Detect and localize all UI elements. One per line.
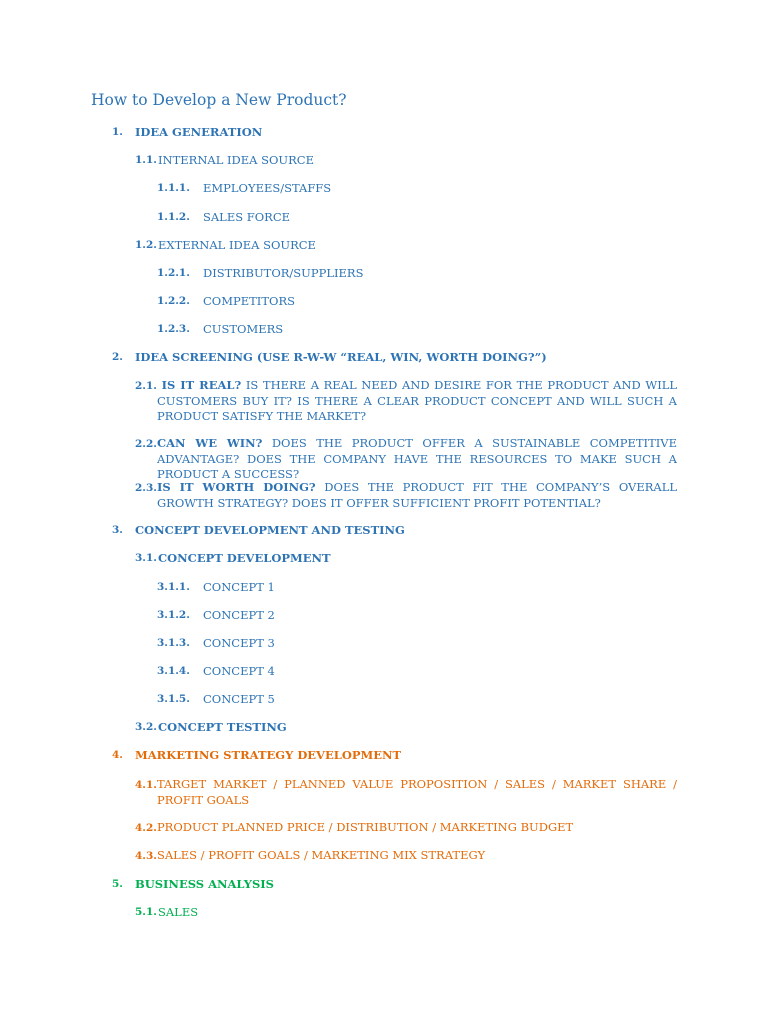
section-number: 4. [112, 749, 123, 761]
item-number: 3.1.3. [157, 637, 190, 649]
item-number: 1.2.3. [157, 323, 190, 335]
paragraph-number: 2.1. [135, 380, 157, 392]
paragraph-number: 2.2. [135, 438, 157, 450]
paragraph-lead: CAN WE WIN? [156, 436, 263, 450]
subsection-label: INTERNAL IDEA SOURCE [158, 153, 314, 167]
section-number: 3. [112, 524, 123, 536]
item-label: CONCEPT 4 [203, 664, 275, 678]
paragraph-number: 4.3. [135, 850, 157, 862]
item-label: CONCEPT 1 [203, 580, 275, 594]
item-number: 3.1.4. [157, 665, 190, 677]
section-number: 1. [112, 126, 123, 138]
item-label: EMPLOYEES/STAFFS [203, 181, 332, 195]
paragraph-4-2 [135, 820, 677, 836]
item-label: CONCEPT 2 [203, 608, 275, 622]
subsection-label: EXTERNAL IDEA SOURCE [158, 238, 316, 252]
subsection-label: CONCEPT DEVELOPMENT [158, 551, 331, 565]
item-number: 1.2.1. [157, 267, 190, 279]
section-label: IDEA SCREENING (USE R-W-W “REAL, WIN, WORTH DOING?”) [135, 350, 547, 364]
item-label: CUSTOMERS [203, 322, 284, 336]
paragraph-text: DOES THE PRODUCT OFFER A SUSTAINABLE COMPETITIVE ADVANTAGE? DOES THE COMPANY HAVE THE RESOURCES TO MAKE SUCH A PRODUCT A SUCCESS? [157, 436, 677, 481]
item-label: DISTRIBUTOR/SUPPLIERS [203, 266, 364, 280]
page-title: How to Develop a New Product? [91, 91, 347, 109]
item-number: 1.1.2. [157, 211, 190, 223]
item-number: 1.1.1. [157, 182, 190, 194]
item-number: 1.2.2. [157, 295, 190, 307]
paragraph-2-2 [135, 436, 677, 482]
subsection-number: 3.2. [135, 721, 157, 733]
section-number: 5. [112, 878, 123, 890]
subsection-label: CONCEPT TESTING [158, 720, 287, 734]
section-label: IDEA GENERATION [135, 125, 263, 139]
section-label: MARKETING STRATEGY DEVELOPMENT [135, 748, 402, 762]
paragraph-4-1 [135, 777, 677, 808]
item-number: 3.1.1. [157, 581, 190, 593]
section-label: CONCEPT DEVELOPMENT AND TESTING [135, 523, 405, 537]
item-label: COMPETITORS [203, 294, 295, 308]
item-number: 3.1.2. [157, 609, 190, 621]
paragraph-text: PRODUCT PLANNED PRICE / DISTRIBUTION / MARKETING BUDGET [156, 820, 574, 834]
paragraph-2-3 [135, 480, 677, 511]
section-number: 2. [112, 351, 123, 363]
paragraph-text: SALES / PROFIT GOALS / MARKETING MIX STRATEGY [156, 848, 486, 862]
subsection-number: 1.1. [135, 154, 157, 166]
item-number: 3.1.5. [157, 693, 190, 705]
paragraph-2-1 [135, 378, 677, 424]
item-label: CONCEPT 5 [203, 692, 275, 706]
paragraph-text: TARGET MARKET / PLANNED VALUE PROPOSITION / SALES / MARKET SHARE / PROFIT GOALS [156, 777, 677, 807]
item-label: CONCEPT 3 [203, 636, 275, 650]
paragraph-text: DOES THE PRODUCT FIT THE COMPANY’S OVERALL GROWTH STRATEGY? DOES IT OFFER SUFFICIENT PROFIT POTENTIAL? [157, 480, 677, 510]
subsection-label: SALES [158, 905, 199, 919]
section-label: BUSINESS ANALYSIS [135, 877, 274, 891]
paragraph-number: 4.1. [135, 779, 157, 791]
subsection-number: 1.2. [135, 239, 157, 251]
item-label: SALES FORCE [203, 210, 291, 224]
paragraph-text: IS THERE A REAL NEED AND DESIRE FOR THE PRODUCT AND WILL CUSTOMERS BUY IT? IS THERE A CLEAR PRODUCT CONCEPT AND WILL SUCH A PRODUCT SATISFY THE MARKET? [157, 378, 678, 423]
paragraph-lead: IS IT REAL? [161, 378, 242, 392]
subsection-number: 5.1. [135, 906, 157, 918]
paragraph-4-3 [135, 848, 677, 864]
subsection-number: 3.1. [135, 552, 157, 564]
paragraph-number: 4.2. [135, 822, 157, 834]
paragraph-lead: IS IT WORTH DOING? [156, 480, 316, 494]
paragraph-number: 2.3. [135, 482, 157, 494]
